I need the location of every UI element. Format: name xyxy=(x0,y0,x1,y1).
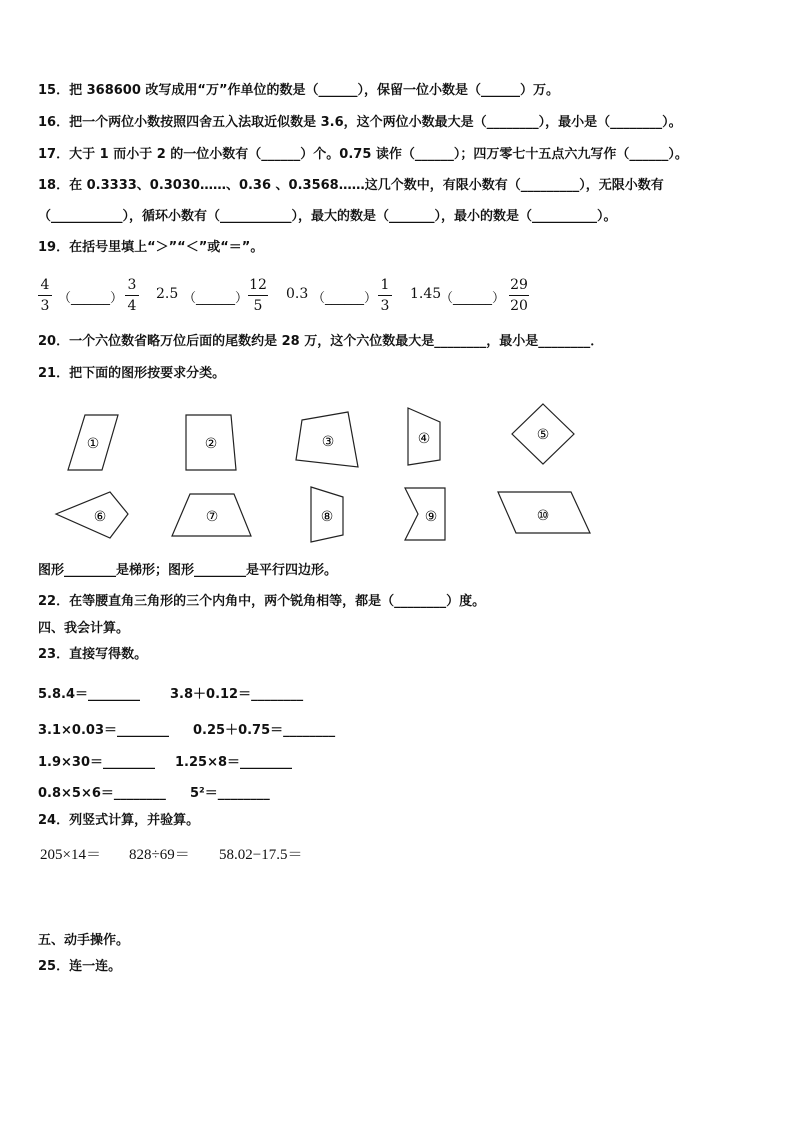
fraction-12-5 xyxy=(248,277,268,314)
shape-9-concave xyxy=(405,488,445,540)
shape-3-quadrilateral xyxy=(296,412,358,467)
section-5-heading: 五、动手操作。 xyxy=(38,933,130,948)
fraction-numerator: 29 xyxy=(510,277,528,293)
question-20: 20．一个六位数省略万位后面的尾数约是 28 万，这个六位数最大是________，最小是________． xyxy=(38,334,604,349)
vertical-calc-1: 205×14＝ xyxy=(40,847,101,863)
shape-label-5: ⑤ xyxy=(536,427,550,443)
calc-item-7: 0.8×5×6＝________ xyxy=(38,786,166,801)
shape-label-1: ① xyxy=(86,436,100,452)
fraction-denominator: 5 xyxy=(253,298,263,314)
fraction-denominator: 3 xyxy=(380,298,390,314)
shape-10-parallelogram xyxy=(498,492,590,533)
calc-item-6: 1.25×8＝________ xyxy=(175,755,293,770)
compare-blank-4[interactable]: （______） xyxy=(440,291,506,306)
shape-8-trapezoid xyxy=(311,487,343,542)
shape-label-9: ⑨ xyxy=(424,509,438,525)
shape-label-2: ② xyxy=(204,436,218,452)
shape-label-7: ⑦ xyxy=(205,509,219,525)
calc-item-2: 3.8＋0.12＝________ xyxy=(170,687,304,702)
shape-label-3: ③ xyxy=(321,434,335,450)
question-23: 23．直接写得数。 xyxy=(38,647,148,662)
section-4-heading: 四、我会计算。 xyxy=(38,621,130,636)
shape-6-kite xyxy=(56,492,128,538)
fraction-numerator: 1 xyxy=(380,277,390,293)
fraction-denominator: 3 xyxy=(40,298,50,314)
number-0-3: 0.3 xyxy=(286,286,309,302)
shapes-figure xyxy=(0,395,794,555)
question-21: 21．把下面的图形按要求分类。 xyxy=(38,366,226,381)
shape-label-10: ⑩ xyxy=(536,508,550,524)
question-15: 15．把 368600 改写成用“万”作单位的数是（______），保留一位小数是（______）万。 xyxy=(38,83,560,98)
question-18-line-2: （___________），循环小数有（___________），最大的数是（_______），最小的数是（__________）。 xyxy=(38,209,617,224)
shape-label-8: ⑧ xyxy=(320,509,334,525)
question-22: 22．在等腰直角三角形的三个内角中，两个锐角相等，都是（________）度。 xyxy=(38,594,486,609)
fraction-denominator: 4 xyxy=(127,298,137,314)
number-1-45: 1.45 xyxy=(410,286,442,302)
shape-2-trapezoid xyxy=(186,415,236,470)
compare-blank-3[interactable]: （______） xyxy=(312,291,378,306)
vertical-calc-3: 58.02−17.5＝ xyxy=(219,847,303,863)
fraction-denominator: 20 xyxy=(510,298,528,314)
question-21-answer: 图形________是梯形；图形________是平行四边形。 xyxy=(38,563,338,578)
number-2-5: 2.5 xyxy=(156,286,179,302)
question-25: 25．连一连。 xyxy=(38,959,122,974)
calc-item-1: 5.8.4＝________ xyxy=(38,687,141,702)
shape-5-square xyxy=(512,404,574,464)
fraction-numerator: 12 xyxy=(249,277,267,293)
shape-4-trapezoid xyxy=(408,408,440,465)
question-16: 16．把一个两位小数按照四舍五入法取近似数是 3.6，这个两位小数最大是（________），最小是（________）。 xyxy=(38,115,682,130)
fraction-4-3 xyxy=(38,277,52,314)
calc-item-5: 1.9×30＝________ xyxy=(38,755,156,770)
vertical-calc-2: 828÷69＝ xyxy=(129,847,190,863)
fraction-3-4 xyxy=(125,277,139,314)
calc-item-8: 5²＝________ xyxy=(190,786,270,801)
compare-blank-2[interactable]: （______） xyxy=(183,291,249,306)
fraction-1-3 xyxy=(378,277,392,314)
compare-blank-1[interactable]: （______） xyxy=(58,291,124,306)
shape-label-4: ④ xyxy=(417,431,431,447)
shape-1-parallelogram xyxy=(68,415,118,470)
calc-item-3: 3.1×0.03＝________ xyxy=(38,723,169,738)
shape-7-trapezoid xyxy=(172,494,251,536)
fraction-numerator: 4 xyxy=(40,277,50,293)
shape-label-6: ⑥ xyxy=(93,509,107,525)
calc-item-4: 0.25＋0.75＝________ xyxy=(193,723,336,738)
question-18-line-1: 18．在 0.3333、0.3030……、0.36 、0.3568……这几个数中，有限小数有（_________），无限小数有 xyxy=(38,178,664,193)
fraction-29-20 xyxy=(509,277,529,314)
question-19: 19．在括号里填上“＞”“＜”或“＝”。 xyxy=(38,240,264,255)
question-24: 24．列竖式计算，并验算。 xyxy=(38,813,200,828)
fraction-numerator: 3 xyxy=(127,277,137,293)
question-17: 17．大于 1 而小于 2 的一位小数有（______）个。0.75 读作（______）；四万零七十五点六九写作（______）。 xyxy=(38,147,688,162)
